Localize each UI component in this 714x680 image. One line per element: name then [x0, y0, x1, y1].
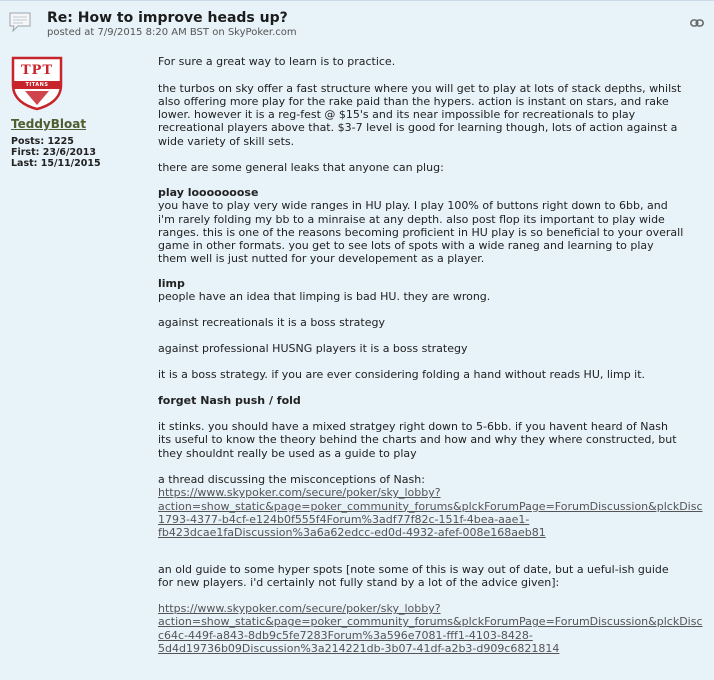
paragraph: For sure a great way to learn is to practice. [158, 55, 396, 68]
author-name-link[interactable]: TeddyBloat [11, 117, 87, 131]
paragraph: you have to play very wide ranges in HU play. I play 100% of buttons right down to 6bb, and i'm rarely folding my bb to a minraise at any depth. also post flop its important to play wide ranges. this is one of the reasons becoming proficient in HU play is so beneficial to your overall game in other formats. you get to see lots of spots with a wide raneg and learning to play them well is just nutted for your developement as a player. [158, 199, 684, 266]
guide-link[interactable]: https://www.skypoker.com/secure/poker/sky_lobby? action=show_static&page=poker_community_forums&plckForumPage=ForumDiscussion&plckDisc c64c-449f-a843-8db9c5fe7283Forum%3a596e7081-fff1-4103-8428- 5d4d19736b09Discussion%3a214221db-3b07-41df-a2b3-d909c6821814 [158, 602, 703, 655]
avatar-logo-text: TPT [20, 63, 54, 78]
author-last: Last: 15/11/2015 [11, 158, 101, 169]
paragraph: it is a boss strategy. if you are ever considering folding a hand without reads HU, limp it. [158, 368, 646, 381]
permalink-icon[interactable] [690, 13, 704, 23]
paragraph: against professional HUSNG players it is a boss strategy [158, 342, 468, 355]
section-heading: limp [158, 277, 185, 290]
paragraph: against recreationals it is a boss strategy [158, 316, 385, 329]
post-meta: posted at 7/9/2015 8:20 AM BST on SkyPoker.com [47, 27, 297, 38]
paragraph: the turbos on sky offer a fast structure where you will get to play at lots of stack depths, whilst also offering more play for the rake paid than the hypers. action is instant on stars, and rake lower. however it is a reg-fest @ $15's and its near impossible for recreationals to play recreational players above that. $3-7 level is good for learning though, lots of action against a wide variety of skill sets. [158, 81, 682, 148]
author-first: First: 23/6/2013 [11, 147, 96, 158]
avatar-logo-band: TITANS [25, 82, 49, 88]
paragraph: an old guide to some hyper spots [note some of this is way out of date, but a ueful-ish guide for new players. i'd certainly not fully stand by a lot of the advice given]: [158, 563, 669, 590]
post-header [0, 1, 714, 41]
paragraph: a thread discussing the misconceptions of Nash: [158, 473, 425, 486]
author-stats [11, 136, 101, 169]
paragraph: it stinks. you should have a mixed stratgey right down to 5-6bb. if you havent heard of Nash its useful to know the theory behind the charts and how and why they where constructed, but they shouldnt really be used as a guide to play [158, 420, 677, 460]
thread-link[interactable]: https://www.skypoker.com/secure/poker/sky_lobby? action=show_static&page=poker_community_forums&plckForumPage=ForumDiscussion&plckDisc 1793-4377-b4cf-e124b0f555f4Forum%3adf77f82c-151f-4bea-aae1- fb423dcae1faDiscussion%3a6a62edcc-ed0d-4932-afef-008e168aeb81 [158, 486, 703, 540]
section-heading: play looooooose [158, 186, 259, 199]
author-posts: Posts: 1225 [11, 136, 74, 147]
section-heading: forget Nash push / fold [158, 394, 301, 407]
post-title: Re: How to improve heads up? [47, 10, 288, 26]
speech-bubble-icon [8, 10, 32, 34]
paragraph: there are some general leaks that anyone can plug: [158, 161, 444, 174]
paragraph: people have an idea that limping is bad HU. they are wrong. [158, 290, 491, 304]
